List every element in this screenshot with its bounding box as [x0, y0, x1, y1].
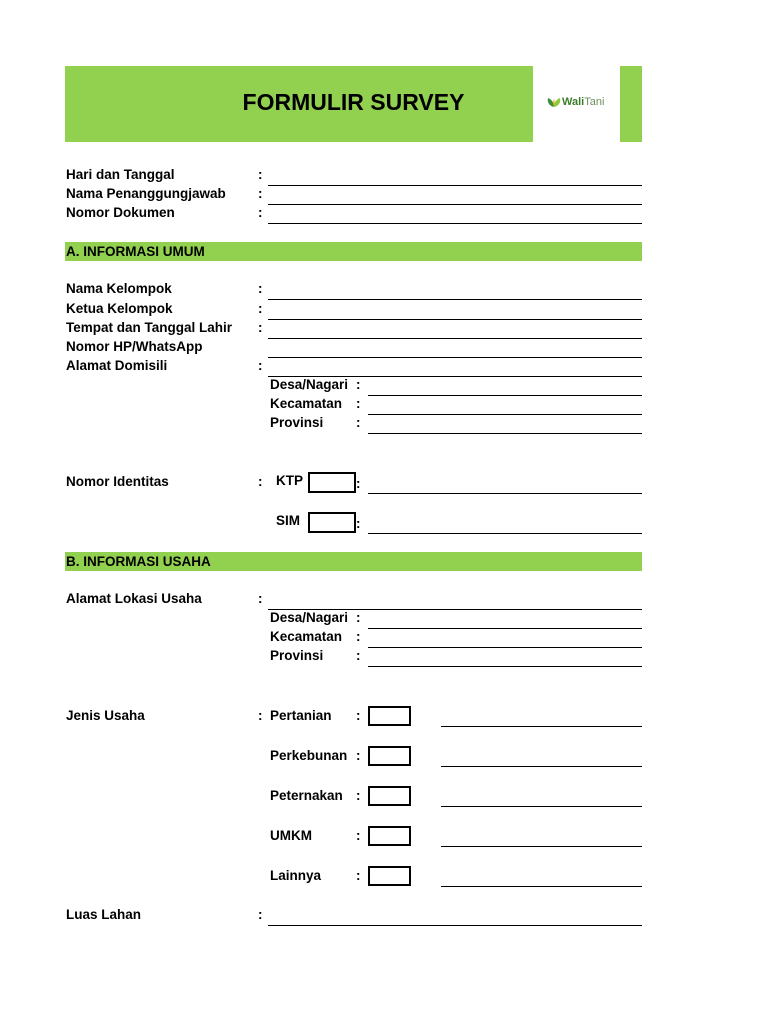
separator: : [258, 708, 263, 723]
separator: : [258, 186, 263, 201]
label-nama-penanggungjawab: Nama Penanggungjawab [66, 186, 226, 201]
input-hari-dan-tanggal[interactable] [268, 169, 642, 186]
field-row-nama-penanggungjawab [0, 186, 768, 206]
logo-text-wali: Wali [562, 96, 585, 108]
field-row-usaha-kecamatan [0, 629, 768, 649]
section-a-title: A. INFORMASI UMUM [66, 244, 205, 259]
input-nama-kelompok[interactable] [268, 283, 642, 300]
separator: : [356, 648, 361, 663]
label-alamat-domisili: Alamat Domisili [66, 358, 168, 373]
input-perkebunan-note[interactable] [441, 750, 642, 767]
separator: : [258, 301, 263, 316]
input-usaha-desa[interactable] [368, 612, 642, 629]
logo-box [533, 66, 620, 142]
checkbox-ktp[interactable] [308, 472, 356, 493]
option-row-pertanian [0, 708, 768, 728]
label-nama-kelompok: Nama Kelompok [66, 281, 172, 296]
field-row-domisili-provinsi [0, 415, 768, 435]
input-ketua-kelompok[interactable] [268, 303, 642, 320]
field-row-ketua-kelompok [0, 301, 768, 321]
label-sim: SIM [276, 513, 301, 528]
separator: : [258, 907, 263, 922]
field-row-nomor-dokumen [0, 205, 768, 225]
input-domisili-kecamatan[interactable] [368, 398, 642, 415]
input-pertanian-note[interactable] [441, 710, 642, 727]
identity-row-ktp [0, 473, 768, 493]
field-row-usaha-provinsi [0, 648, 768, 668]
input-domisili-desa[interactable] [368, 379, 642, 396]
field-row-alamat-lokasi-usaha [0, 591, 768, 611]
label-alamat-lokasi-usaha: Alamat Lokasi Usaha [66, 591, 202, 606]
separator: : [356, 828, 361, 843]
separator: : [258, 167, 263, 182]
input-alamat-domisili[interactable] [268, 360, 642, 377]
field-row-luas-lahan [0, 907, 768, 927]
label-tempat-tanggal-lahir: Tempat dan Tanggal Lahir [66, 320, 233, 335]
label-usaha-kecamatan: Kecamatan [270, 629, 343, 644]
input-usaha-kecamatan[interactable] [368, 631, 642, 648]
option-row-lainnya [0, 868, 768, 888]
section-b-title: B. INFORMASI USAHA [66, 554, 211, 569]
separator: : [356, 396, 361, 411]
field-row-alamat-domisili [0, 358, 768, 378]
label-usaha-desa: Desa/Nagari [270, 610, 349, 625]
option-row-umkm [0, 828, 768, 848]
input-nomor-hp[interactable] [268, 341, 642, 358]
identity-row-sim [0, 513, 768, 533]
label-ketua-kelompok: Ketua Kelompok [66, 301, 173, 316]
input-umkm-note[interactable] [441, 830, 642, 847]
label-usaha-provinsi: Provinsi [270, 648, 324, 663]
separator: : [258, 591, 263, 606]
logo-text-tani: Tani [584, 96, 605, 108]
input-domisili-provinsi[interactable] [368, 417, 642, 434]
option-label-umkm: UMKM [270, 828, 312, 843]
separator: : [258, 281, 263, 296]
label-nomor-identitas: Nomor Identitas [66, 474, 169, 489]
field-row-hari-dan-tanggal [0, 167, 768, 187]
label-ktp: KTP [276, 473, 303, 488]
separator: : [356, 708, 361, 723]
separator: : [356, 868, 361, 883]
option-label-pertanian: Pertanian [270, 708, 332, 723]
input-nomor-sim[interactable] [368, 517, 642, 534]
separator: : [258, 320, 263, 335]
input-tempat-tanggal-lahir[interactable] [268, 322, 642, 339]
separator: : [356, 476, 361, 491]
checkbox-umkm[interactable] [368, 826, 411, 846]
label-jenis-usaha: Jenis Usaha [66, 708, 145, 723]
input-luas-lahan[interactable] [268, 909, 642, 926]
field-row-nomor-hp [0, 339, 768, 359]
separator: : [356, 788, 361, 803]
separator: : [356, 377, 361, 392]
input-usaha-provinsi[interactable] [368, 650, 642, 667]
input-peternakan-note[interactable] [441, 790, 642, 807]
option-row-peternakan [0, 788, 768, 808]
option-label-perkebunan: Perkebunan [270, 748, 348, 763]
field-row-nama-kelompok [0, 281, 768, 301]
separator: : [258, 358, 263, 373]
field-row-domisili-desa [0, 377, 768, 397]
separator: : [356, 516, 361, 531]
label-luas-lahan: Luas Lahan [66, 907, 142, 922]
header-bar [65, 66, 642, 142]
section-b-bar [65, 552, 642, 571]
field-row-domisili-kecamatan [0, 396, 768, 416]
walitani-logo [547, 95, 604, 109]
checkbox-lainnya[interactable] [368, 866, 411, 886]
checkbox-peternakan[interactable] [368, 786, 411, 806]
option-row-perkebunan [0, 748, 768, 768]
label-domisili-desa: Desa/Nagari [270, 377, 349, 392]
input-nama-penanggungjawab[interactable] [268, 188, 642, 205]
label-nomor-dokumen: Nomor Dokumen [66, 205, 175, 220]
input-lainnya-note[interactable] [441, 870, 642, 887]
input-alamat-lokasi-usaha[interactable] [268, 593, 642, 610]
separator: : [356, 415, 361, 430]
field-row-tempat-tanggal-lahir [0, 320, 768, 340]
separator: : [258, 474, 263, 489]
label-hari-dan-tanggal: Hari dan Tanggal [66, 167, 175, 182]
input-nomor-ktp[interactable] [368, 477, 642, 494]
separator: : [356, 610, 361, 625]
input-nomor-dokumen[interactable] [268, 207, 642, 224]
checkbox-sim[interactable] [308, 512, 356, 533]
option-label-peternakan: Peternakan [270, 788, 343, 803]
separator: : [356, 748, 361, 763]
label-domisili-provinsi: Provinsi [270, 415, 324, 430]
checkbox-pertanian[interactable] [368, 706, 411, 726]
checkbox-perkebunan[interactable] [368, 746, 411, 766]
separator: : [356, 629, 361, 644]
field-row-usaha-desa [0, 610, 768, 630]
label-nomor-hp: Nomor HP/WhatsApp [66, 339, 203, 354]
label-domisili-kecamatan: Kecamatan [270, 396, 343, 411]
page-title: FORMULIR SURVEY [242, 89, 465, 115]
separator: : [258, 205, 263, 220]
section-a-bar [65, 242, 642, 261]
option-label-lainnya: Lainnya [270, 868, 322, 883]
leaf-icon [547, 96, 561, 108]
